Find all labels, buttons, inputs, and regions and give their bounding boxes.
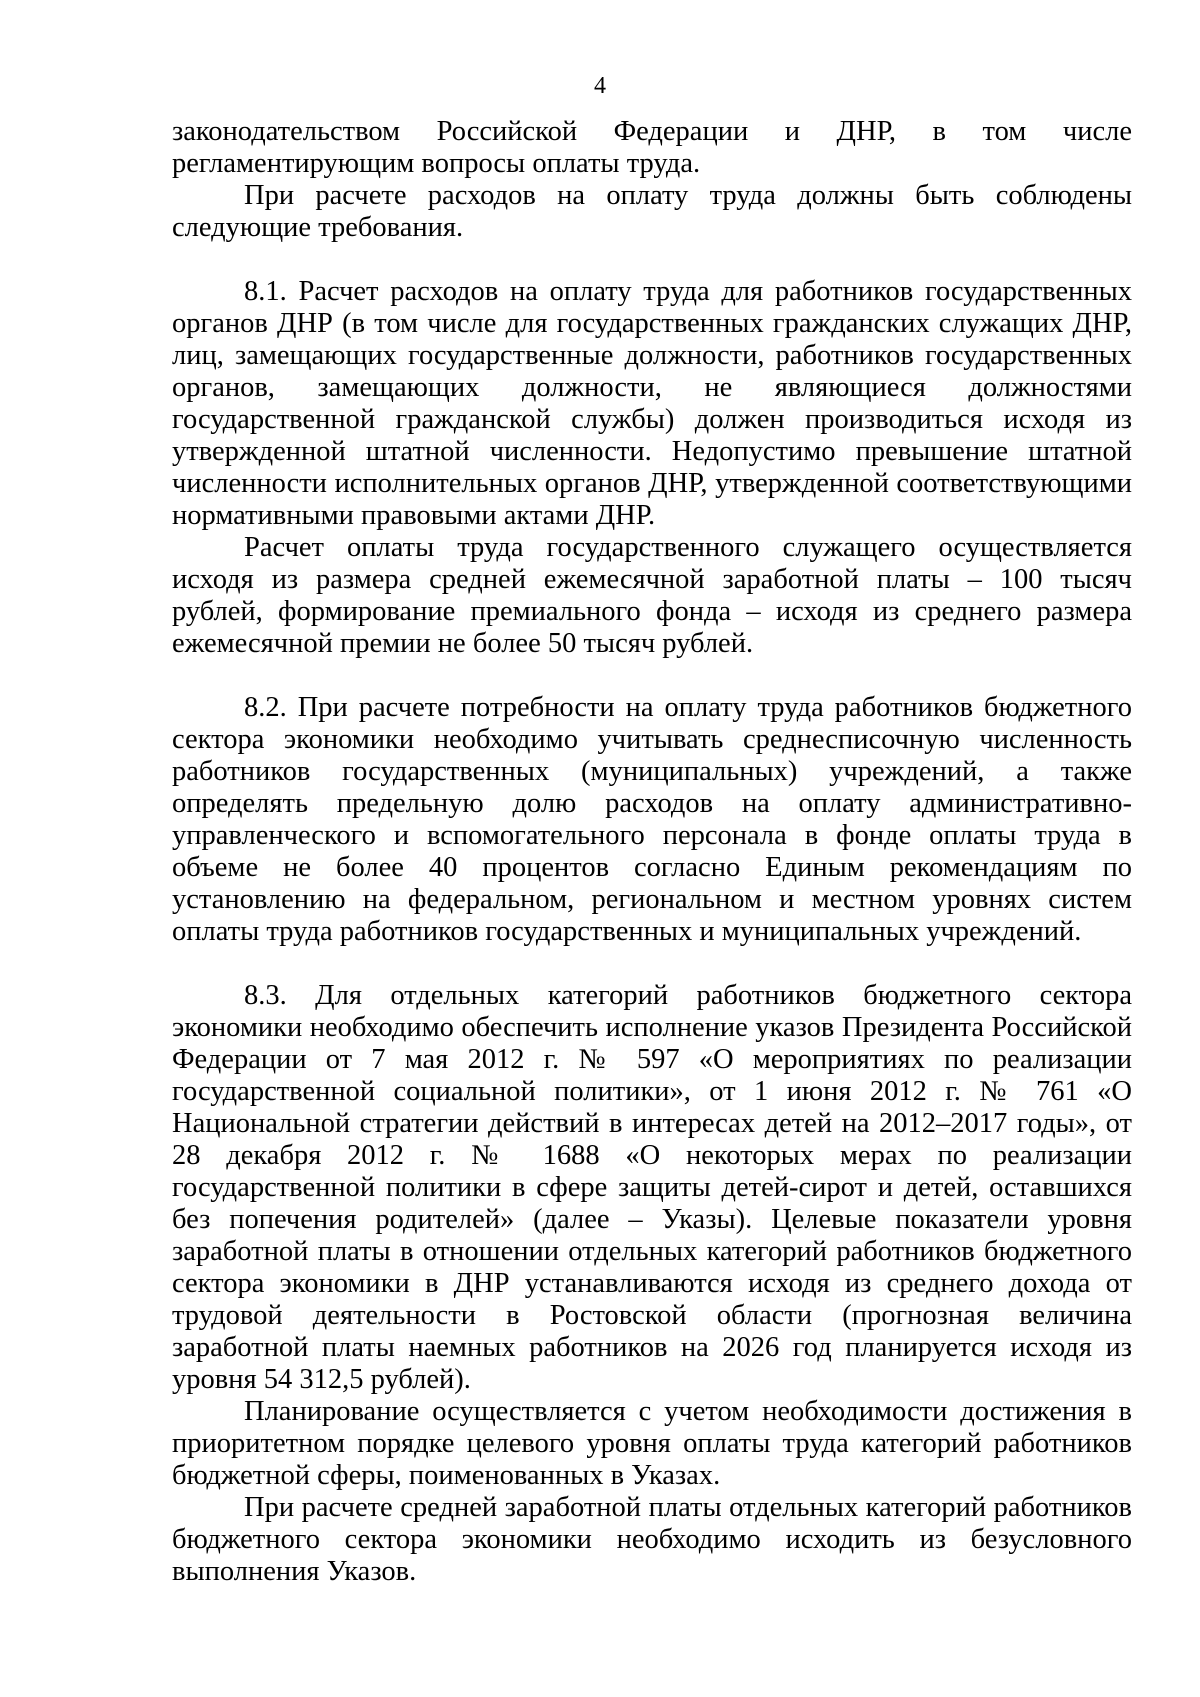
paragraph-8-2: 8.2. При расчете потребности на оплату труда работников бюджетного сектора экономики необходимо учитывать среднесписочную численность работников государственных (муниципальных) учреждений, а также определять предельную долю расходов на оплату административно-управленческого и вспомогательного персонала в фонде оплаты труда в объеме не более 40 процентов согласно Единым рекомендациям по установлению на федеральном, региональном и местном уровнях систем оплаты труда работников государственных и муниципальных учреждений.: [172, 692, 1132, 947]
paragraph-requirements-intro: При расчете расходов на оплату труда должны быть соблюдены следующие требования.: [172, 180, 1132, 243]
paragraph-continuation: законодательством Российской Федерации и ДНР, в том числе регламентирующим вопросы оплаты труда.: [172, 116, 1132, 179]
paragraph-8-3-calculation: При расчете средней заработной платы отдельных категорий работников бюджетного сектора экономики необходимо исходить из безусловного выполнения Указов.: [172, 1492, 1132, 1587]
paragraph-spacer: [172, 948, 1132, 980]
page-number: 4: [594, 73, 606, 99]
paragraph-spacer: [172, 244, 1132, 276]
paragraph-8-1: 8.1. Расчет расходов на оплату труда для работников государственных органов ДНР (в том числе для государственных гражданских служащих ДНР, лиц, замещающих государственные должности, работников государственных органов, замещающих должности, не являющиеся должностями государственной гражданской службы) должен производиться исходя из утвержденной штатной численности. Недопустимо превышение штатной численности исполнительных органов ДНР, утвержденной соответствующими нормативными правовыми актами ДНР.: [172, 276, 1132, 531]
paragraph-8-3-planning: Планирование осуществляется с учетом необходимости достижения в приоритетном порядке целевого уровня оплаты труда категорий работников бюджетной сферы, поименованных в Указах.: [172, 1396, 1132, 1491]
paragraph-8-1-salary: Расчет оплаты труда государственного служащего осуществляется исходя из размера средней ежемесячной заработной платы – 100 тысяч рублей, формирование премиального фонда – исходя из среднего размера ежемесячной премии не более 50 тысяч рублей.: [172, 532, 1132, 659]
document-body: [172, 116, 1132, 1588]
paragraph-8-3: 8.3. Для отдельных категорий работников бюджетного сектора экономики необходимо обеспечить исполнение указов Президента Российской Федерации от 7 мая 2012 г. № 597 «О мероприятиях по реализации государственной социальной политики», от 1 июня 2012 г. № 761 «О Национальной стратегии действий в интересах детей на 2012–2017 годы», от 28 декабря 2012 г. № 1688 «О некоторых мерах по реализации государственной политики в сфере защиты детей-сирот и детей, оставшихся без попечения родителей» (далее – Указы). Целевые показатели уровня заработной платы в отношении отдельных категорий работников бюджетного сектора экономики в ДНР устанавливаются исходя из среднего дохода от трудовой деятельности в Ростовской области (прогнозная величина заработной платы наемных работников на 2026 год планируется исходя из уровня 54 312,5 рублей).: [172, 980, 1132, 1395]
paragraph-spacer: [172, 660, 1132, 692]
